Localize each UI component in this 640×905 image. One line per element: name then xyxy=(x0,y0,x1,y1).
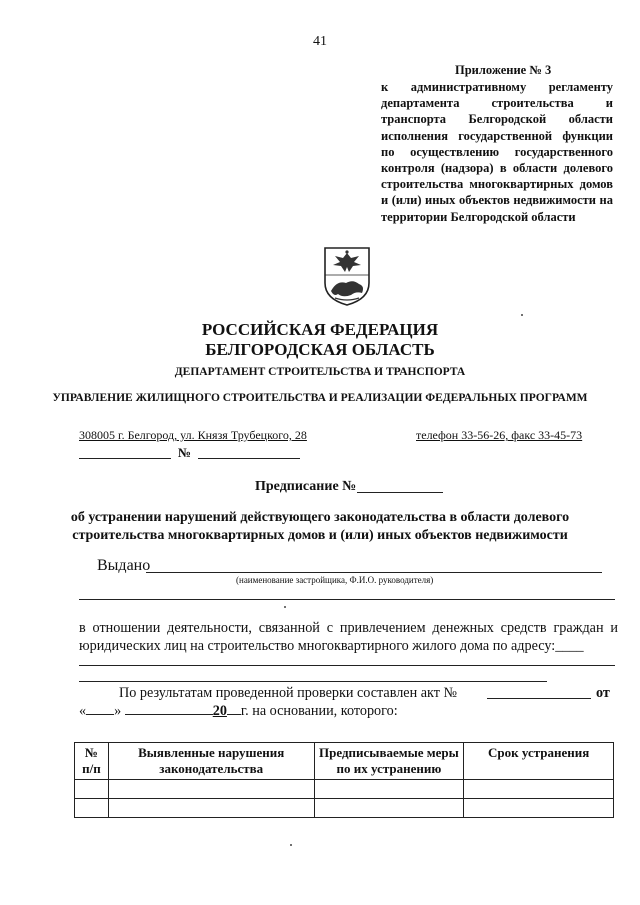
header-country: РОССИЙСКАЯ ФЕДЕРАЦИЯ xyxy=(201,320,439,339)
col-deadline: Срок устранения xyxy=(464,743,614,780)
table-cell[interactable] xyxy=(75,799,109,818)
table-cell[interactable] xyxy=(464,799,614,818)
table-cell[interactable] xyxy=(108,780,314,799)
scan-speck xyxy=(521,314,523,316)
activity-paragraph: в отношении деятельности, связанной с привлечением денежных средств граждан и юридических лиц на строительство многоквартирного жилого дома по адресу:____ xyxy=(79,620,618,654)
violations-table xyxy=(74,742,614,818)
issued-label: Выдано xyxy=(97,557,151,574)
scan-speck xyxy=(290,844,292,846)
address-blank[interactable] xyxy=(79,665,615,666)
belgorod-coat-of-arms-icon xyxy=(321,245,373,307)
header-directorate xyxy=(0,391,640,405)
issued-to-blank[interactable] xyxy=(146,572,602,573)
order-subtitle xyxy=(0,509,640,544)
order-title xyxy=(255,479,356,495)
number-mark: № xyxy=(178,445,192,460)
issued-caption: (наименование застройщика, Ф.И.О. руководителя) xyxy=(236,575,434,585)
header-directorate-text: УПРАВЛЕНИЕ ЖИЛИЩНОГО СТРОИТЕЛЬСТВА И РЕАЛИЗАЦИИ ФЕДЕРАЛЬНЫХ ПРОГРАММ xyxy=(52,392,588,404)
header-department: ДЕПАРТАМЕНТ СТРОИТЕЛЬСТВА И ТРАНСПОРТА xyxy=(174,366,466,378)
address-blank-2[interactable] xyxy=(79,681,547,682)
order-subtitle-text: об устранении нарушений действующего законодательства в области долевого строительства многоквартирных домов и (или) иных объектов недвижимости xyxy=(70,510,570,543)
order-title-text: Предписание № xyxy=(255,479,357,494)
basis-text: г. на основании, которого: xyxy=(240,703,398,719)
table-cell[interactable] xyxy=(75,780,109,799)
year-prefix: 20 xyxy=(212,703,227,719)
quote-open: « xyxy=(79,703,87,719)
quote-close: » xyxy=(114,703,122,719)
order-number-blank[interactable] xyxy=(357,492,443,493)
day-blank[interactable] xyxy=(86,714,114,715)
act-number-blank[interactable] xyxy=(487,698,591,699)
annex-title: Приложение № 3 xyxy=(455,63,552,77)
table-row[interactable] xyxy=(75,799,614,818)
date-blank[interactable] xyxy=(79,458,171,459)
inspection-text: По результатам проведенной проверки составлен акт № xyxy=(119,685,458,701)
month-blank[interactable] xyxy=(125,714,213,715)
year-blank[interactable] xyxy=(227,714,241,715)
table-cell[interactable] xyxy=(464,780,614,799)
table-cell[interactable] xyxy=(108,799,314,818)
header-region: БЕЛГОРОДСКАЯ ОБЛАСТЬ xyxy=(205,340,435,359)
page-number: 41 xyxy=(313,34,327,49)
address: 308005 г. Белгород, ул. Князя Трубецкого, 28 xyxy=(79,428,307,442)
table-row[interactable] xyxy=(75,780,614,799)
table-cell[interactable] xyxy=(314,799,464,818)
scan-speck xyxy=(284,606,286,608)
from-label: от xyxy=(596,685,610,701)
col-number: № п/п xyxy=(75,743,109,780)
outgoing-number-blank[interactable] xyxy=(198,458,300,459)
table-cell[interactable] xyxy=(314,780,464,799)
phone-fax: телефон 33-56-26, факс 33-45-73 xyxy=(416,428,583,442)
act-date-line xyxy=(79,703,398,720)
issued-to-blank-2[interactable] xyxy=(79,599,615,600)
table-header-row xyxy=(75,743,614,780)
annex-description: к административному регламенту департамента строительства и транспорта Белгородской области исполнения государственной функции по осуществлению государственного контроля (надзора) в области долевого строительства многоквартирных домов и (или) иных объектов недвижимости на территории Белгородской области xyxy=(381,80,613,224)
col-measures: Предписываемые меры по их устранению xyxy=(314,743,464,780)
col-violations: Выявленные нарушения законодательства xyxy=(108,743,314,780)
